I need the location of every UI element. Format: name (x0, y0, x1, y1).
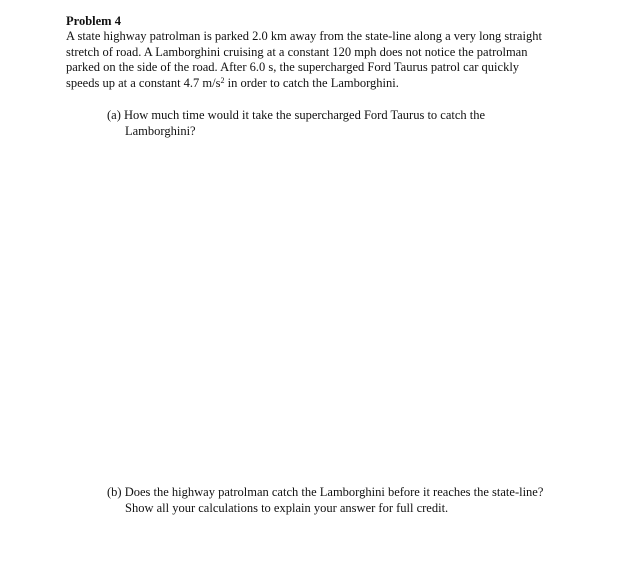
statement-line-3: parked on the side of the road. After 6.0 s, the supercharged Ford Taurus patrol car quickly (66, 60, 520, 74)
statement-line-1: A state highway patrolman is parked 2.0 km away from the state-line along a very long straight (66, 29, 542, 43)
problem-statement (66, 29, 556, 91)
question-a-line-2: Lamborghini? (125, 123, 196, 138)
question-b-line-2: Show all your calculations to explain your answer for full credit. (125, 500, 449, 515)
statement-line-4-start: speeds up at a constant 4.7 m/s (66, 75, 221, 90)
statement-line-2: stretch of road. A Lamborghini cruising at a constant 120 mph does not notice the patrolman (66, 44, 528, 59)
question-b-line-1: (b) Does the highway patrolman catch the Lamborghini before it reaches the state-line? (107, 485, 544, 499)
statement-line-4 (66, 76, 556, 92)
problem-title: Problem 4 (66, 14, 121, 28)
question-a-line-1: (a) How much time would it take the supercharged Ford Taurus to catch the (107, 108, 486, 122)
question-b (107, 485, 543, 516)
statement-line-4-end: in order to catch the Lamborghini. (224, 75, 399, 90)
question-a (107, 108, 485, 139)
acceleration-exponent: 2 (220, 75, 225, 85)
